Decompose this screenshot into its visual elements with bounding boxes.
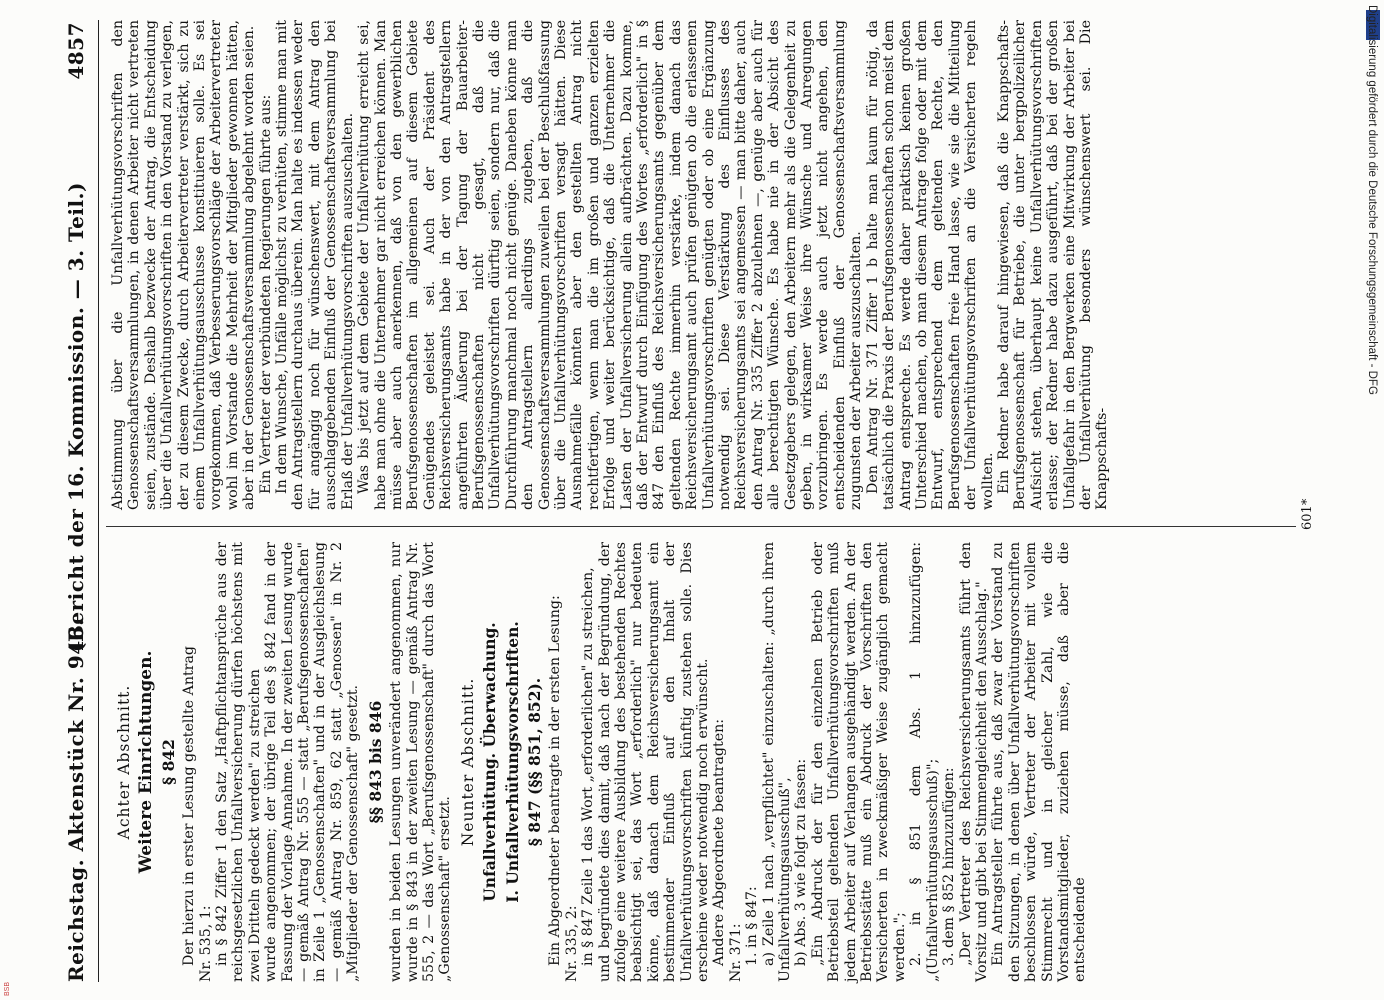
text-paragraph: wurde angenommen; der übrige Teil des § 842 fand in der Fassung der Vorlage Annahme. In der zweiten Lesung wurde — gemäß Antrag Nr. 555 — statt „Berufsgenossenschaften" in Zeile 1 „Genossenschaften" und in der Ausgleichslesung — gemäß Antrag Nr. 859, 62 statt „Genossen" in Nr. 2 „Mitglieder der Genossenschaft" gesetzt. bbox=[263, 542, 362, 982]
page-number: 4857 bbox=[64, 22, 88, 80]
header-rule bbox=[98, 20, 99, 982]
rotated-document-page bbox=[62, 0, 1362, 1000]
motion-text: in § 847 Zeile 1 das Wort „erforderlichen" zu streichen, bbox=[580, 567, 597, 966]
text-paragraph: Ein Antragsteller führte aus, daß zwar der Vorstand zu den Sitzungen, in denen über Unfallverhütungsvorschriften beschlossen würde, Vertreter der Arbeiter mit vollem Stimmrecht und in gleicher Zahl, wie die Vorstandsmitglieder, zuziehen müsse, daß aber die entscheidende bbox=[990, 542, 1089, 982]
text-paragraph: Was bis jetzt auf dem Gebiete der Unfallverhütung erreicht sei, habe man ohne die Unternehmer gar nicht erreichen können. Man müsse aber auch anerkennen, daß von den gewerblichen Berufsgenossenschaften im allgemeinen auf diesem Gebiete Genügendes geleistet sei. Auch der Präsident des Reichsversicherungsamts habe in der von den Antragstellern angeführten Äußerung bei der Tagung der Bauarbeiter-Berufsgenossenschaften nicht gesagt, daß die Unfallverhütungsvorschriften dürftig seien, sondern nur, daß die Durchführung manchmal noch nicht genüge. Daneben könne man den Antragstellern allerdings zugeben, daß die Genossenschaftsversammlungen zuweilen bei der Beschlußfassung über die Unfallverhütungsvorschriften versagt hätten. Diese Ausnahmefälle könnten aber den gestellten Antrag nicht rechtfertigen, wenn man die im großen und ganzen erzielten Erfolge und weiter berücksichtige, daß die Unternehmer die Lasten der Unfallversicherung allein aufbrächten. Dazu komme, daß der Entwurf durch Einfügung des Wortes „erforderlich" in § 847 den Einfluß des Reichsversicherungsamts gegenüber dem geltenden Rechte immerhin verstärke, indem danach das Reichsversicherungsamt auch prüfen genügten ob die erlassenen Unfallverhütungsvorschriften genügten oder ob eine Ergänzung notwendig sei. Diese Verstärkung des Einflusses des Reichsversicherungsamts sei angemessen — man bitte daher, auch den Antrag Nr. 335 Ziffer 2 abzulehnen —, genüge aber auch für alle berechtigten Wünsche. Es habe nie in der Absicht des Gesetzgebers gelegen, den Arbeitern mehr als die Gelegenheit zu geben, in wirksamer Weise ihre Wünsche und Anregungen vorzubringen. Es werde auch jetzt nicht angehen, den entscheidenden Einfluß der Genossenschaftsversammlung zugunsten der Arbeiter auszuschalten. bbox=[356, 20, 865, 510]
motion-item: 1. in § 847: bbox=[744, 886, 761, 966]
text-paragraph: wurden in beiden Lesungen unverändert angenommen, nur wurde in § 843 in der zweiten Lesung — gemäß Antrag Nr. 555, 2 — das Wort „Berufsgenossenschaft" durch das Wort „Genossenschaft" ersetzt. bbox=[388, 542, 454, 982]
left-column bbox=[110, 542, 1089, 982]
motion-number: Nr. 371: bbox=[727, 923, 744, 982]
motion-item: 3. dem § 852 hinzuzufügen: bbox=[941, 767, 958, 966]
motion-text: in § 842 Ziffer 1 den Satz „Haftpflichtansprüche aus der reichsgesetzlichen Unfallversicherung dürfen höchstens mit zwei Dritteln gedeckt werden" zu streichen bbox=[214, 542, 263, 982]
signature-mark: 601* bbox=[1300, 498, 1315, 530]
right-column bbox=[110, 20, 1111, 510]
digitization-note: Digitalisierung gefördert durch die Deutsche Forschungsgemeinschaft - DFG bbox=[1366, 5, 1378, 395]
motion-item: a) Zeile 1 nach „verpflichtet" einzuschalten: „durch ihren Unfallverhütungsausschuß", bbox=[760, 542, 794, 982]
text-paragraph: In dem Wunsche, Unfälle möglichst zu verhüten, stimme man mit den Antragstellern durchaus überein. Man halte es indessen weder für angängig noch für wünschenswert, mit dem Antrag den ausschlaggebenden Einfluß der Genossenschaftsversammlung bei Erlaß der Unfallverhütungsvorschriften auszuschalten. bbox=[274, 20, 356, 510]
paragraph-843-title: §§ 843 bis 846 bbox=[365, 700, 385, 824]
motion-number: Nr. 535, 1: bbox=[197, 905, 214, 982]
subsection-title: I. Unfallverhütungsvorschriften. bbox=[502, 621, 522, 903]
text-paragraph: Den Antrag Nr. 371 Ziffer 1 b halte man kaum für nötig, da tatsächlich die Praxis der Berufsgenossenschaften schon meist dem Antrag entspreche. Es werde daher praktisch keinen großen Unterschied machen, ob man diesem Antrage folge oder mit dem Entwurf, entsprechend dem geltenden Rechte, den Berufsgenossenschaften freie Hand lasse, wie sie die Mitteilung der Unfallverhütungsvorschriften an die Versicherten regeln wollten. bbox=[864, 20, 996, 510]
section-subtitle: Weitere Einrichtungen. bbox=[136, 650, 157, 874]
text-paragraph: Ein Vertreter der verbündeten Regierungen führte aus: bbox=[257, 94, 274, 494]
motion-quote: „Ein Abdruck der für den einzelnen Betrieb oder Betriebsteil geltenden Unfallverhütungsvorschriften muß jedem Arbeiter auf Verlangen ausgehändigt werden. An der Betriebsstätte muß ein Abdruck der Vorschriften den Versicherten in zweckmäßiger Weise zugänglich gemacht werden."; bbox=[809, 542, 908, 982]
text-paragraph: und begründete dies damit, daß nach der Begründung, der zufolge eine weitere Ausbildung des bestehenden Rechtes beabsichtigt sei, das Wort „erforderlich" nur bedeuten könne, daß danach dem Reichsversicherungsamt ein bestimmender Einfluß auf den Inhalt der Unfallverhütungsvorschriften künftig zustehen solle. Dies erscheine weder notwendig noch erwünscht. bbox=[596, 542, 711, 982]
motion-quote: „Der Vertreter des Reichsversicherungsamts führt den Vorsitz und gibt bei Stimmengleichheit den Ausschlag." bbox=[957, 542, 990, 982]
paragraph-842-title: § 842 bbox=[158, 739, 178, 785]
text-paragraph: Andere Abgeordnete beantragten: bbox=[711, 718, 728, 966]
header-report: (Bericht der 16. Kommission. — 3. Teil.) bbox=[64, 182, 88, 652]
motion-item: b) Abs. 3 wie folgt zu fassen: bbox=[793, 758, 810, 966]
section-title: Achter Abschnitt. bbox=[115, 684, 133, 840]
header-source: Reichstag. Aktenstück Nr. 946. bbox=[64, 618, 88, 982]
text-paragraph: Ein Redner habe darauf hingewiesen, daß die Knappschafts-Berufsgenossenschaft für Betriebe, die unter bergpolizeilicher Aufsicht stehen, überhaupt keine Unfallverhütungsvorschriften erlasse; der Redner habe dazu ausgeführt, daß bei der großen Unfallgefahr in den Bergwerken eine Mitwirkung der Arbeiter bei der Unfallverhütung besonders wünschenswert sei. Die Knappschafts- bbox=[995, 20, 1111, 510]
motion-item: 2. in § 851 dem Abs. 1 hinzuzufügen: „(Unfallverhütungsausschuß)"; bbox=[908, 542, 941, 982]
motion-number: Nr. 335, 2: bbox=[563, 905, 580, 982]
column-divider bbox=[106, 526, 1296, 527]
text-paragraph: Der hierzu in erster Lesung gestellte Antrag bbox=[181, 646, 198, 966]
section9-subtitle: Unfallverhütung. Überwachung. bbox=[480, 622, 500, 902]
page-header bbox=[62, 22, 96, 982]
paragraph-847-title: § 847 (§§ 851, 852). bbox=[524, 677, 544, 847]
section9-title: Neunter Abschnitt. bbox=[458, 677, 477, 847]
text-paragraph: Ein Abgeordneter beantragte in der ersten Lesung: bbox=[547, 595, 564, 966]
text-paragraph: Abstimmung über die Unfallverhütungsvorschriften den Genossenschaftsversammlungen, in denen Arbeiter nicht vertreten seien, zustände. Deshalb bezwecke der Antrag, die Entscheidung über die Unfallverhütungsvorschriften in den Vorstand zu verlegen, der zu diesem Zwecke, durch Arbeitervertreter verstärkt, sich zu einem Unfallverhütungsausschusse konstituieren solle. Es sei vorgekommen, daß Verbesserungsvorschläge der Arbeitervertreter wohl im Vorstande die Mehrheit der Mitglieder gewonnen hätten, aber in der Genossenschaftsversammlung abgelehnt worden seien. bbox=[110, 20, 258, 510]
library-stamp: BSB bbox=[4, 981, 11, 996]
